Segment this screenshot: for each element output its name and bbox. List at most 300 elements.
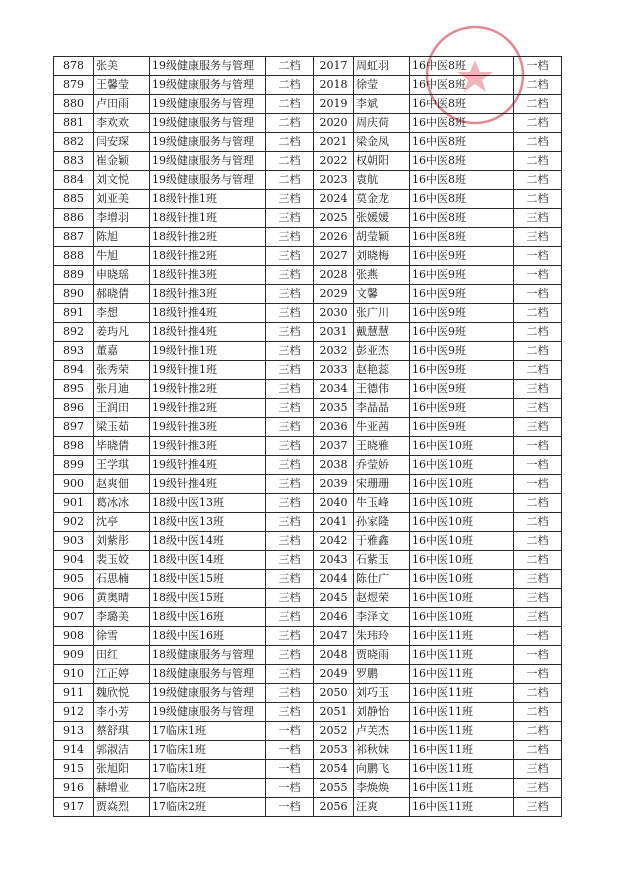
class-name-right: 16中医11班 — [410, 741, 514, 760]
row-number: 907 — [54, 608, 94, 627]
grade-level: 三档 — [266, 589, 314, 608]
student-name-right: 祁秋妹 — [354, 741, 410, 760]
student-name-right: 莫金龙 — [354, 190, 410, 209]
row-number-right: 2021 — [314, 133, 354, 152]
table-row — [54, 665, 562, 684]
grade-level: 三档 — [266, 703, 314, 722]
grade-level-right: 二档 — [514, 76, 562, 95]
class-name: 19级针推3班 — [150, 437, 266, 456]
table-row — [54, 627, 562, 646]
row-number: 895 — [54, 380, 94, 399]
grade-level: 三档 — [266, 266, 314, 285]
grade-level-right: 二档 — [514, 152, 562, 171]
row-number-right: 2030 — [314, 304, 354, 323]
student-name: 牛旭 — [94, 247, 150, 266]
row-number: 906 — [54, 589, 94, 608]
class-name: 19级针推4班 — [150, 456, 266, 475]
grade-level: 二档 — [266, 114, 314, 133]
student-name: 陈旭 — [94, 228, 150, 247]
row-number-right: 2038 — [314, 456, 354, 475]
grade-level-right: 三档 — [514, 798, 562, 817]
grade-level-right: 一档 — [514, 475, 562, 494]
class-name-right: 16中医11班 — [410, 646, 514, 665]
grade-level-right: 一档 — [514, 665, 562, 684]
table-row — [54, 551, 562, 570]
row-number-right: 2043 — [314, 551, 354, 570]
row-number-right: 2037 — [314, 437, 354, 456]
grade-level-right: 二档 — [514, 703, 562, 722]
grade-level: 三档 — [266, 456, 314, 475]
grade-level-right: 二档 — [514, 342, 562, 361]
class-name-right: 16中医10班 — [410, 513, 514, 532]
student-name: 黄奥晴 — [94, 589, 150, 608]
row-number-right: 2019 — [314, 95, 354, 114]
grade-level: 二档 — [266, 133, 314, 152]
row-number: 882 — [54, 133, 94, 152]
student-name-right: 石紫玉 — [354, 551, 410, 570]
student-name-right: 王德伟 — [354, 380, 410, 399]
grade-level-right: 一档 — [514, 247, 562, 266]
grade-level: 三档 — [266, 228, 314, 247]
grade-level: 一档 — [266, 760, 314, 779]
class-name: 18级中医14班 — [150, 532, 266, 551]
grade-level: 二档 — [266, 76, 314, 95]
class-name: 18级针推1班 — [150, 190, 266, 209]
student-name-right: 周虹羽 — [354, 57, 410, 76]
class-name-right: 16中医8班 — [410, 209, 514, 228]
grade-level-right: 三档 — [514, 380, 562, 399]
student-name: 王学琪 — [94, 456, 150, 475]
grade-level: 三档 — [266, 551, 314, 570]
class-name: 18级中医15班 — [150, 589, 266, 608]
row-number: 901 — [54, 494, 94, 513]
class-name-right: 16中医10班 — [410, 475, 514, 494]
class-name-right: 16中医9班 — [410, 247, 514, 266]
class-name-right: 16中医8班 — [410, 95, 514, 114]
row-number: 885 — [54, 190, 94, 209]
table-row — [54, 76, 562, 95]
class-name: 19级健康服务与管理 — [150, 114, 266, 133]
class-name: 19级针推1班 — [150, 342, 266, 361]
table-row — [54, 475, 562, 494]
student-name-right: 牛亚茜 — [354, 418, 410, 437]
student-name: 李想 — [94, 304, 150, 323]
grade-level-right: 二档 — [514, 532, 562, 551]
student-name: 刘文悦 — [94, 171, 150, 190]
class-name: 18级中医13班 — [150, 494, 266, 513]
class-name-right: 16中医9班 — [410, 399, 514, 418]
table-row — [54, 798, 562, 817]
student-name: 李欢欢 — [94, 114, 150, 133]
table-row — [54, 399, 562, 418]
class-name: 18级针推3班 — [150, 266, 266, 285]
class-name: 19级健康服务与管理 — [150, 76, 266, 95]
grade-level-right: 三档 — [514, 209, 562, 228]
class-name-right: 16中医11班 — [410, 627, 514, 646]
student-name-right: 彭亚杰 — [354, 342, 410, 361]
row-number-right: 2029 — [314, 285, 354, 304]
row-number-right: 2022 — [314, 152, 354, 171]
table-row — [54, 741, 562, 760]
student-name: 闫安琛 — [94, 133, 150, 152]
grade-level-right: 二档 — [514, 684, 562, 703]
row-number-right: 2049 — [314, 665, 354, 684]
class-name-right: 16中医10班 — [410, 494, 514, 513]
class-name-right: 16中医9班 — [410, 380, 514, 399]
grade-level-right: 二档 — [514, 361, 562, 380]
grade-level-right: 二档 — [514, 171, 562, 190]
row-number: 891 — [54, 304, 94, 323]
row-number: 881 — [54, 114, 94, 133]
row-number-right: 2040 — [314, 494, 354, 513]
grade-level: 一档 — [266, 741, 314, 760]
grade-level: 三档 — [266, 323, 314, 342]
student-name-right: 宋珊珊 — [354, 475, 410, 494]
row-number: 903 — [54, 532, 94, 551]
student-name-right: 乔莹娇 — [354, 456, 410, 475]
table-row — [54, 703, 562, 722]
table-row — [54, 646, 562, 665]
grade-level-right: 一档 — [514, 437, 562, 456]
grade-level-right: 三档 — [514, 589, 562, 608]
row-number: 894 — [54, 361, 94, 380]
grade-level: 三档 — [266, 304, 314, 323]
grade-level-right: 二档 — [514, 114, 562, 133]
student-name: 葛冰冰 — [94, 494, 150, 513]
table-row — [54, 247, 562, 266]
student-name-right: 徐莹 — [354, 76, 410, 95]
table-row — [54, 57, 562, 76]
grade-level: 三档 — [266, 608, 314, 627]
row-number: 915 — [54, 760, 94, 779]
class-name-right: 16中医8班 — [410, 171, 514, 190]
class-name-right: 16中医9班 — [410, 418, 514, 437]
row-number-right: 2051 — [314, 703, 354, 722]
grade-level-right: 二档 — [514, 494, 562, 513]
class-name-right: 16中医11班 — [410, 798, 514, 817]
row-number: 899 — [54, 456, 94, 475]
grade-level: 三档 — [266, 247, 314, 266]
class-name: 19级针推4班 — [150, 475, 266, 494]
class-name-right: 16中医8班 — [410, 228, 514, 247]
class-name-right: 16中医8班 — [410, 190, 514, 209]
row-number: 905 — [54, 570, 94, 589]
row-number: 913 — [54, 722, 94, 741]
class-name: 17临床2班 — [150, 779, 266, 798]
student-name: 赫增业 — [94, 779, 150, 798]
row-number: 880 — [54, 95, 94, 114]
student-name: 崔金颖 — [94, 152, 150, 171]
student-name: 蔡舒琪 — [94, 722, 150, 741]
row-number-right: 2035 — [314, 399, 354, 418]
student-name: 王馨莹 — [94, 76, 150, 95]
row-number-right: 2054 — [314, 760, 354, 779]
row-number-right: 2020 — [314, 114, 354, 133]
student-name-right: 向鹏飞 — [354, 760, 410, 779]
student-name: 张月迪 — [94, 380, 150, 399]
student-name-right: 胡莹颖 — [354, 228, 410, 247]
student-name-right: 刘静怡 — [354, 703, 410, 722]
row-number: 912 — [54, 703, 94, 722]
grade-level-right: 三档 — [514, 608, 562, 627]
class-name: 17临床1班 — [150, 722, 266, 741]
table-row — [54, 152, 562, 171]
table-row — [54, 323, 562, 342]
student-name: 赵爽佃 — [94, 475, 150, 494]
row-number: 898 — [54, 437, 94, 456]
row-number-right: 2042 — [314, 532, 354, 551]
grade-level: 三档 — [266, 494, 314, 513]
class-name-right: 16中医9班 — [410, 285, 514, 304]
student-name-right: 李斌 — [354, 95, 410, 114]
row-number: 883 — [54, 152, 94, 171]
table-row — [54, 266, 562, 285]
row-number-right: 2031 — [314, 323, 354, 342]
class-name: 19级健康服务与管理 — [150, 133, 266, 152]
class-name-right: 16中医9班 — [410, 304, 514, 323]
row-number-right: 2036 — [314, 418, 354, 437]
row-number: 893 — [54, 342, 94, 361]
class-name: 19级针推2班 — [150, 380, 266, 399]
table-row — [54, 684, 562, 703]
row-number-right: 2023 — [314, 171, 354, 190]
grade-level: 二档 — [266, 152, 314, 171]
grade-level-right: 二档 — [514, 722, 562, 741]
grade-level-right: 三档 — [514, 418, 562, 437]
grade-level-right: 一档 — [514, 627, 562, 646]
class-name-right: 16中医10班 — [410, 551, 514, 570]
student-name: 刘紫彤 — [94, 532, 150, 551]
data-table — [53, 56, 562, 817]
student-name: 毕晓倩 — [94, 437, 150, 456]
row-number: 878 — [54, 57, 94, 76]
table-row — [54, 456, 562, 475]
grade-level: 二档 — [266, 171, 314, 190]
class-name-right: 16中医11班 — [410, 779, 514, 798]
table-row — [54, 760, 562, 779]
student-name-right: 文馨 — [354, 285, 410, 304]
class-name-right: 16中医10班 — [410, 570, 514, 589]
table-row — [54, 171, 562, 190]
grade-level-right: 二档 — [514, 133, 562, 152]
student-name-right: 陈仕广 — [354, 570, 410, 589]
student-name-right: 刘巧玉 — [354, 684, 410, 703]
class-name-right: 16中医9班 — [410, 342, 514, 361]
class-name-right: 16中医9班 — [410, 323, 514, 342]
grade-level: 三档 — [266, 513, 314, 532]
class-name-right: 16中医11班 — [410, 703, 514, 722]
class-name-right: 16中医8班 — [410, 152, 514, 171]
class-name: 18级健康服务与管理 — [150, 646, 266, 665]
student-name: 裴玉姣 — [94, 551, 150, 570]
class-name-right: 16中医8班 — [410, 57, 514, 76]
class-name: 19级健康服务与管理 — [150, 152, 266, 171]
grade-level: 一档 — [266, 779, 314, 798]
row-number: 890 — [54, 285, 94, 304]
class-name-right: 16中医8班 — [410, 114, 514, 133]
grade-level-right: 二档 — [514, 513, 562, 532]
student-name-right: 汪爽 — [354, 798, 410, 817]
row-number-right: 2053 — [314, 741, 354, 760]
table-row — [54, 285, 562, 304]
row-number-right: 2050 — [314, 684, 354, 703]
row-number: 902 — [54, 513, 94, 532]
grade-level: 三档 — [266, 418, 314, 437]
student-name: 王润田 — [94, 399, 150, 418]
grade-level-right: 一档 — [514, 646, 562, 665]
row-number-right: 2033 — [314, 361, 354, 380]
class-name: 18级针推4班 — [150, 304, 266, 323]
table-row — [54, 228, 562, 247]
row-number: 910 — [54, 665, 94, 684]
class-name: 18级针推4班 — [150, 323, 266, 342]
grade-level: 二档 — [266, 57, 314, 76]
grade-level: 三档 — [266, 627, 314, 646]
class-name-right: 16中医8班 — [410, 133, 514, 152]
row-number: 909 — [54, 646, 94, 665]
student-name-right: 戴慧慧 — [354, 323, 410, 342]
student-name: 申晓瑶 — [94, 266, 150, 285]
scholarship-table — [53, 56, 561, 812]
table-row — [54, 589, 562, 608]
student-name-right: 朱玮玲 — [354, 627, 410, 646]
student-name: 江正婷 — [94, 665, 150, 684]
student-name: 魏欣悦 — [94, 684, 150, 703]
grade-level-right: 二档 — [514, 551, 562, 570]
grade-level: 一档 — [266, 722, 314, 741]
student-name-right: 赵艳蕊 — [354, 361, 410, 380]
row-number: 917 — [54, 798, 94, 817]
student-name: 贾焱烈 — [94, 798, 150, 817]
class-name: 18级中医16班 — [150, 608, 266, 627]
row-number-right: 2041 — [314, 513, 354, 532]
class-name: 19级健康服务与管理 — [150, 95, 266, 114]
row-number: 904 — [54, 551, 94, 570]
student-name-right: 孙家隆 — [354, 513, 410, 532]
student-name: 李璐美 — [94, 608, 150, 627]
row-number: 911 — [54, 684, 94, 703]
row-number-right: 2028 — [314, 266, 354, 285]
row-number-right: 2025 — [314, 209, 354, 228]
class-name-right: 16中医11班 — [410, 684, 514, 703]
class-name: 19级针推1班 — [150, 361, 266, 380]
student-name: 石思楠 — [94, 570, 150, 589]
class-name: 19级健康服务与管理 — [150, 57, 266, 76]
class-name-right: 16中医10班 — [410, 437, 514, 456]
class-name-right: 16中医10班 — [410, 608, 514, 627]
class-name-right: 16中医11班 — [410, 722, 514, 741]
student-name: 张旭阳 — [94, 760, 150, 779]
table-row — [54, 361, 562, 380]
grade-level: 三档 — [266, 665, 314, 684]
row-number-right: 2032 — [314, 342, 354, 361]
student-name-right: 牛玉峰 — [354, 494, 410, 513]
grade-level-right: 三档 — [514, 570, 562, 589]
class-name: 18级中医14班 — [150, 551, 266, 570]
table-row — [54, 570, 562, 589]
grade-level: 三档 — [266, 684, 314, 703]
student-name: 郝晓倩 — [94, 285, 150, 304]
student-name: 董嘉 — [94, 342, 150, 361]
grade-level: 三档 — [266, 532, 314, 551]
table-row — [54, 190, 562, 209]
row-number: 908 — [54, 627, 94, 646]
table-row — [54, 342, 562, 361]
grade-level: 三档 — [266, 475, 314, 494]
class-name-right: 16中医10班 — [410, 532, 514, 551]
row-number: 897 — [54, 418, 94, 437]
class-name: 17临床1班 — [150, 741, 266, 760]
class-name: 18级中医16班 — [150, 627, 266, 646]
class-name-right: 16中医11班 — [410, 665, 514, 684]
class-name: 17临床2班 — [150, 798, 266, 817]
grade-level-right: 三档 — [514, 399, 562, 418]
class-name-right: 16中医9班 — [410, 361, 514, 380]
row-number: 916 — [54, 779, 94, 798]
student-name-right: 权朝阳 — [354, 152, 410, 171]
grade-level-right: 三档 — [514, 760, 562, 779]
student-name-right: 赵煜荣 — [354, 589, 410, 608]
row-number: 879 — [54, 76, 94, 95]
student-name: 卢田雨 — [94, 95, 150, 114]
table-row — [54, 304, 562, 323]
student-name-right: 周庆荷 — [354, 114, 410, 133]
grade-level: 三档 — [266, 285, 314, 304]
student-name: 李增羽 — [94, 209, 150, 228]
student-name: 梁玉茹 — [94, 418, 150, 437]
table-row — [54, 532, 562, 551]
class-name: 19级针推3班 — [150, 418, 266, 437]
grade-level: 三档 — [266, 190, 314, 209]
student-name: 沈亭 — [94, 513, 150, 532]
row-number-right: 2056 — [314, 798, 354, 817]
grade-level-right: 一档 — [514, 57, 562, 76]
row-number-right: 2055 — [314, 779, 354, 798]
row-number-right: 2027 — [314, 247, 354, 266]
grade-level-right: 一档 — [514, 285, 562, 304]
row-number: 892 — [54, 323, 94, 342]
table-row — [54, 437, 562, 456]
student-name-right: 刘晓梅 — [354, 247, 410, 266]
row-number: 884 — [54, 171, 94, 190]
row-number: 887 — [54, 228, 94, 247]
class-name: 19级健康服务与管理 — [150, 171, 266, 190]
student-name: 张美 — [94, 57, 150, 76]
class-name: 18级中医13班 — [150, 513, 266, 532]
student-name-right: 李泽文 — [354, 608, 410, 627]
student-name-right: 贾晓雨 — [354, 646, 410, 665]
class-name-right: 16中医11班 — [410, 760, 514, 779]
class-name: 19级健康服务与管理 — [150, 703, 266, 722]
class-name-right: 16中医10班 — [410, 589, 514, 608]
table-row — [54, 209, 562, 228]
row-number-right: 2045 — [314, 589, 354, 608]
class-name-right: 16中医10班 — [410, 456, 514, 475]
grade-level: 三档 — [266, 342, 314, 361]
student-name-right: 张广川 — [354, 304, 410, 323]
grade-level-right: 二档 — [514, 304, 562, 323]
class-name: 19级针推2班 — [150, 399, 266, 418]
student-name: 姜玙凡 — [94, 323, 150, 342]
grade-level: 三档 — [266, 646, 314, 665]
grade-level-right: 二档 — [514, 190, 562, 209]
student-name: 徐雪 — [94, 627, 150, 646]
grade-level-right: 二档 — [514, 741, 562, 760]
row-number-right: 2034 — [314, 380, 354, 399]
grade-level: 三档 — [266, 361, 314, 380]
student-name-right: 于雅鑫 — [354, 532, 410, 551]
student-name-right: 张燕 — [354, 266, 410, 285]
